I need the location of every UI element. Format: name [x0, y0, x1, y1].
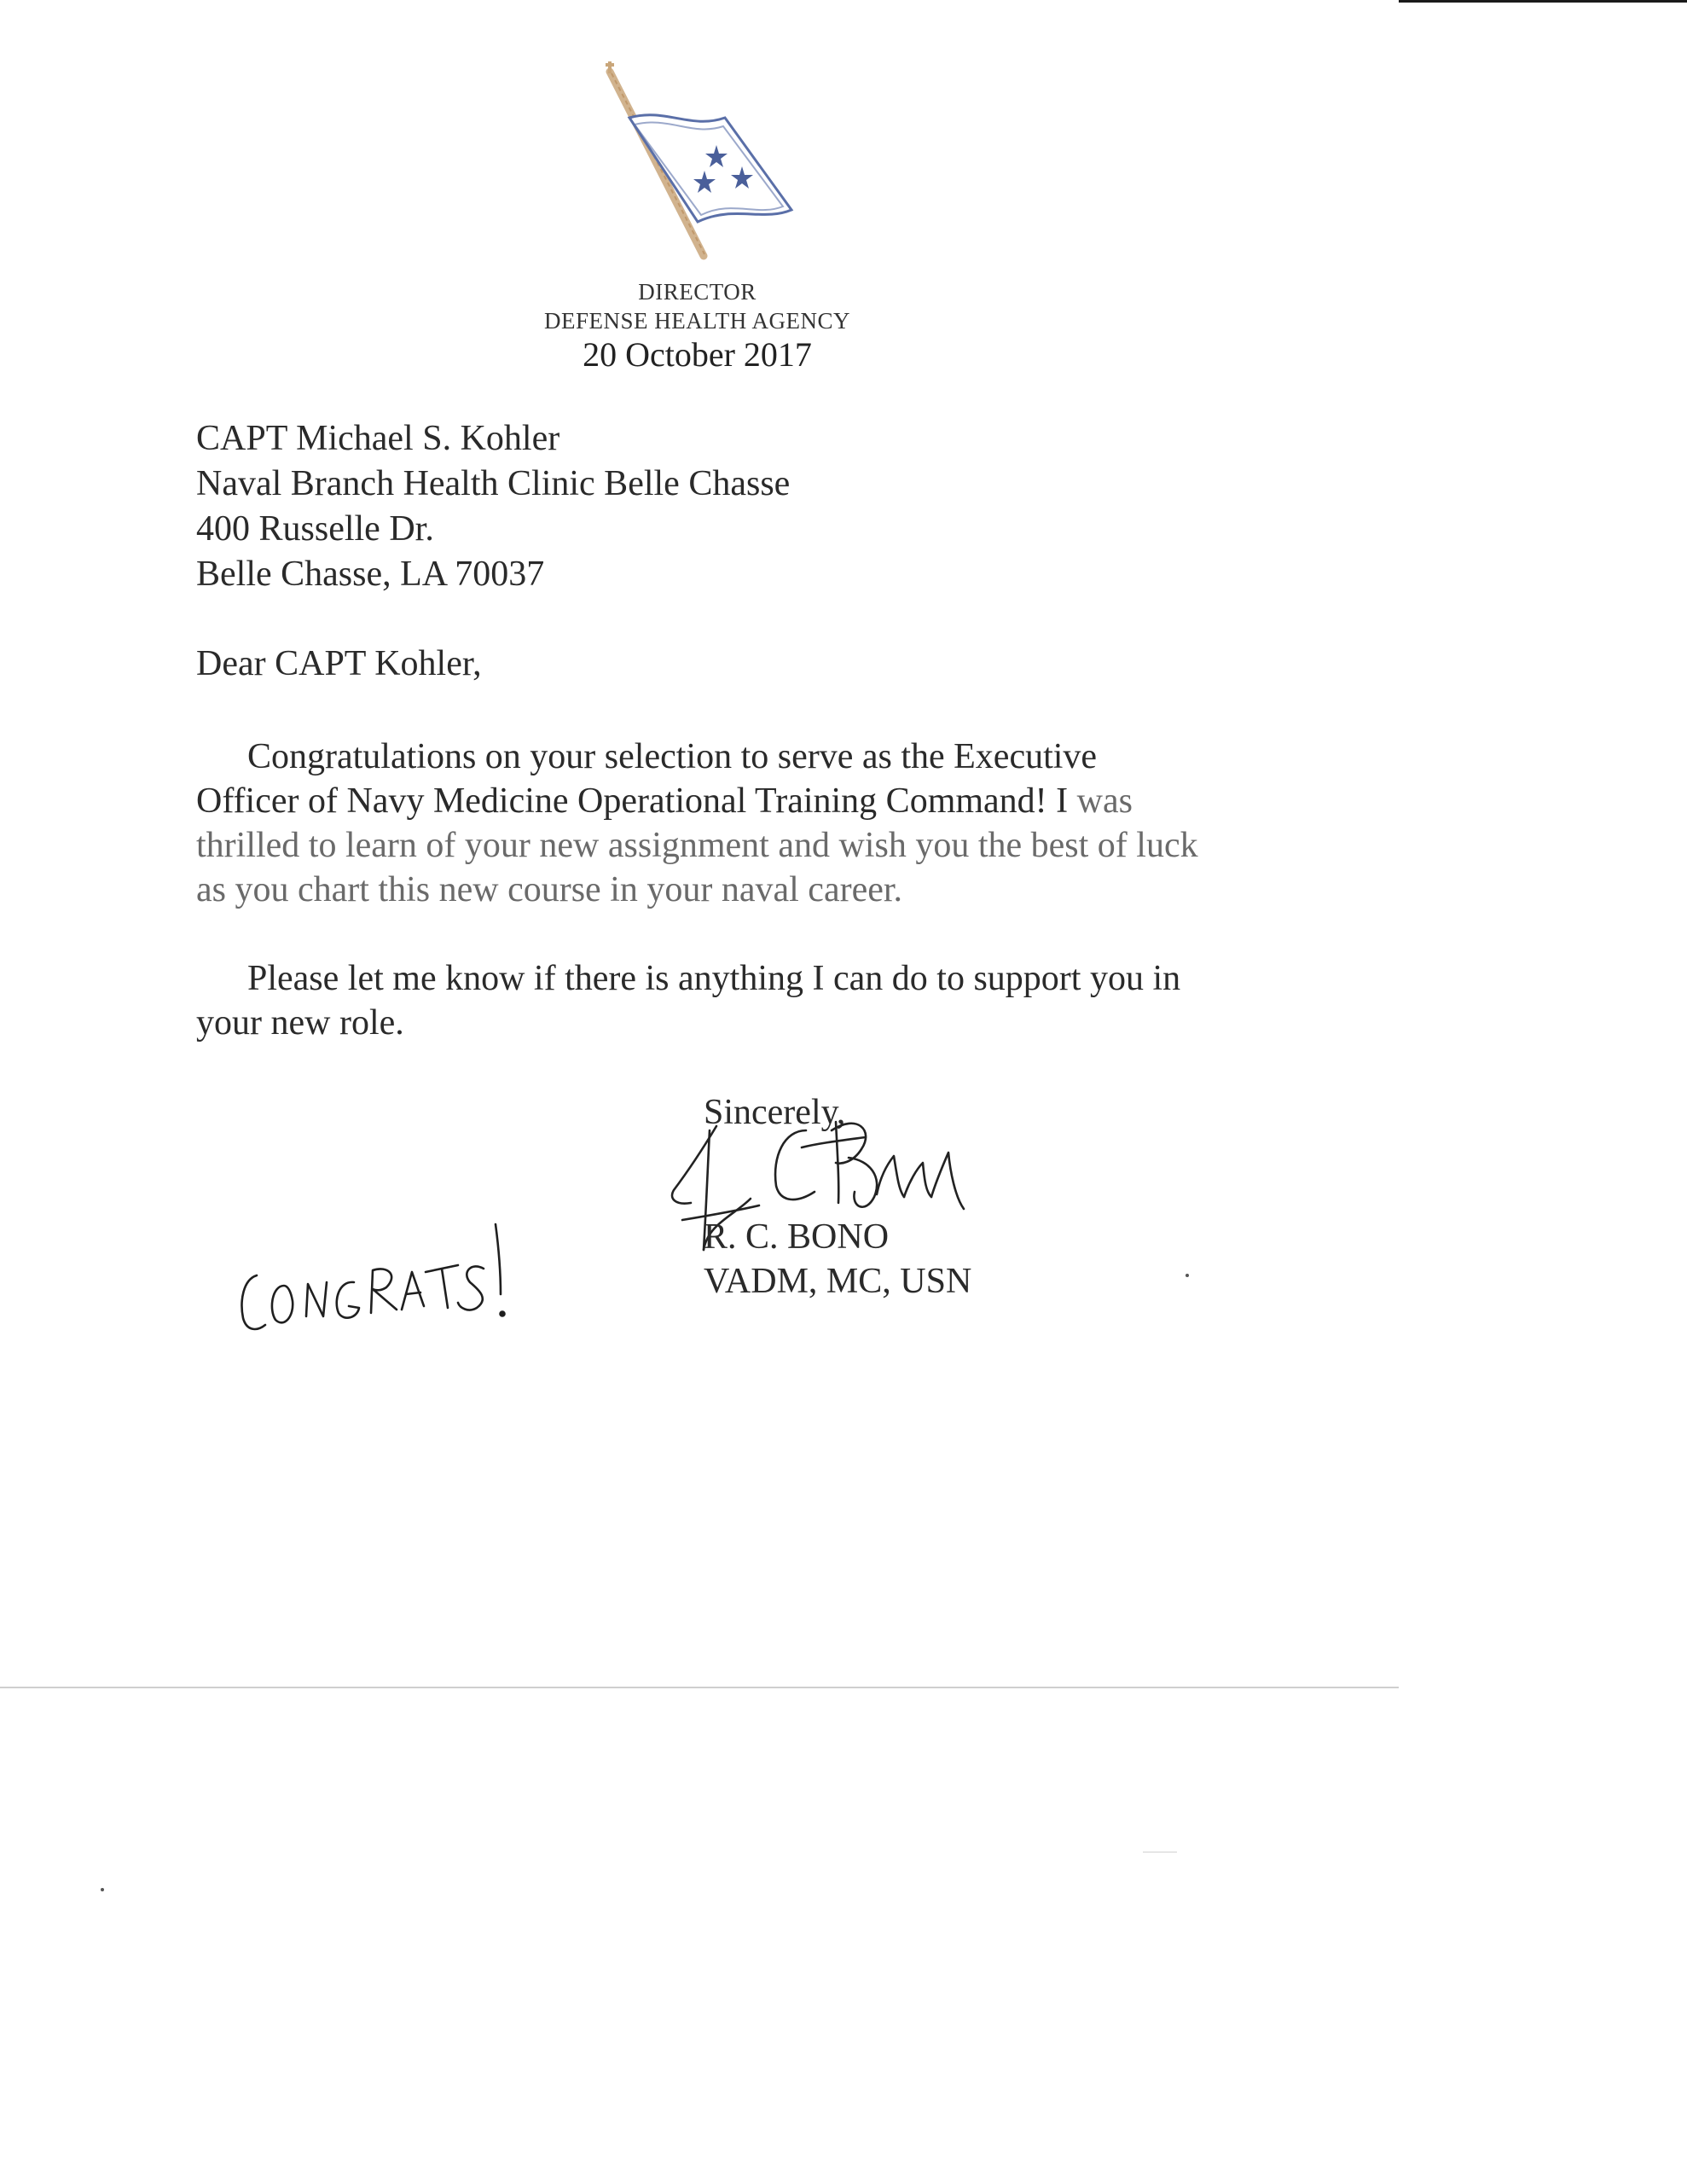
handwritten-congrats-note [235, 1216, 507, 1344]
body-paragraph-1 [196, 735, 1203, 912]
letterhead-agency: DEFENSE HEALTH AGENCY [543, 308, 850, 334]
recipient-street: 400 Russelle Dr. [196, 509, 434, 549]
three-star-flag-icon [597, 61, 802, 266]
signer-rank: VADM, MC, USN [704, 1262, 972, 1301]
letterhead [478, 277, 917, 375]
recipient-name: CAPT Michael S. Kohler [196, 419, 560, 458]
body-paragraph-1-rest: was thrilled to learn of your new assignment and wish you the best of luck as you chart this new course in your naval career. [196, 781, 1198, 909]
flag-banner [629, 115, 791, 222]
scan-edge-line [1399, 0, 1687, 3]
scan-fold-line [0, 1687, 1399, 1688]
scan-speck [101, 1888, 104, 1891]
recipient-address [196, 416, 790, 597]
signer-name: R. C. BONO [704, 1217, 890, 1257]
salutation: Dear CAPT Kohler, [196, 644, 482, 683]
scan-speck [1186, 1274, 1189, 1277]
body-paragraph-1-lead: Congratulations on your selection to serve as the Executive Officer of Navy Medicine Operational Training Command! I [196, 737, 1098, 821]
recipient-city: Belle Chasse, LA 70037 [196, 555, 545, 594]
valediction: Sincerely, [704, 1093, 846, 1132]
letter-date: 20 October 2017 [583, 335, 812, 374]
recipient-organization: Naval Branch Health Clinic Belle Chasse [196, 464, 791, 503]
scan-artifact [1143, 1851, 1177, 1853]
body-paragraph-2: Please let me know if there is anything I can do to support you in your new role. [196, 959, 1181, 1043]
letterhead-title: DIRECTOR [638, 279, 757, 305]
